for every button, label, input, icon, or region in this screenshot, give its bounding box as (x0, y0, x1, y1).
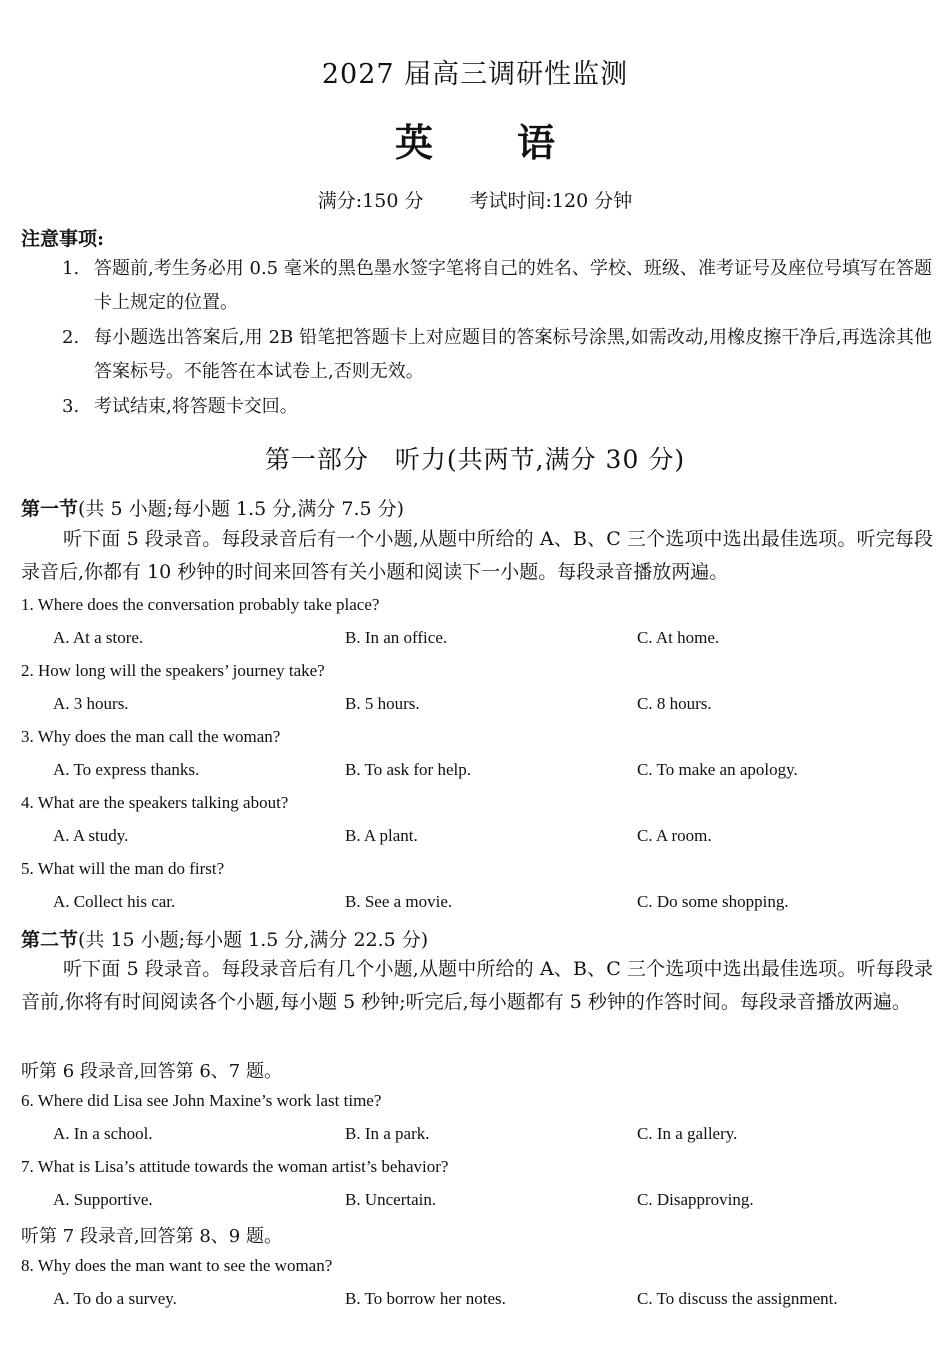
option-b: B. 5 hours. (345, 694, 420, 713)
option-b: B. Uncertain. (345, 1190, 437, 1209)
option-a: A. To do a survey. (53, 1289, 177, 1308)
option-a: A. A study. (53, 826, 129, 845)
section-one-title (21, 494, 404, 521)
option-b: B. In a park. (345, 1124, 430, 1143)
notice-item-2 (62, 321, 932, 389)
question-2: 2. How long will the speakers’ journey take? (21, 661, 325, 680)
notice-number: 2. (62, 327, 80, 348)
audio-hint-6: 听第 6 段录音,回答第 6、7 题。 (21, 1061, 282, 1082)
exam-title: 2027 届高三调研性监测 (321, 59, 629, 90)
option-b: B. See a movie. (345, 892, 453, 911)
notice-item-3 (62, 390, 932, 424)
notice-number: 1. (62, 258, 80, 279)
question-4: 4. What are the speakers talking about? (21, 793, 289, 812)
question-7: 7. What is Lisa’s attitude towards the woman artist’s behavior? (21, 1157, 449, 1176)
option-a: A. Collect his car. (53, 892, 176, 911)
option-a: A. To express thanks. (53, 760, 200, 779)
subject-char-2: 语 (517, 120, 556, 165)
section-label: 第一节 (21, 498, 79, 520)
exam-meta (0, 186, 950, 213)
section-info: (共 15 小题;每小题 1.5 分,满分 22.5 分) (78, 929, 429, 951)
section-one-instructions: 听下面 5 段录音。每段录音后有一个小题,从题中所给的 A、B、C 三个选项中选出最佳选项。听完每段录音后,你都有 10 秒钟的时间来回答有关小题和阅读下一小题。每段录音播放两遍。 (21, 528, 933, 583)
question-6: 6. Where did Lisa see John Maxine’s work last time? (21, 1091, 382, 1110)
section-info: (共 5 小题;每小题 1.5 分,满分 7.5 分) (78, 498, 405, 520)
notice-item-1 (62, 252, 932, 320)
notice-text: 考试结束,将答题卡交回。 (94, 396, 298, 417)
option-a: A. Supportive. (53, 1190, 153, 1209)
option-c: C. In a gallery. (637, 1124, 738, 1143)
option-c: C. To make an apology. (637, 760, 798, 779)
option-b: B. In an office. (345, 628, 448, 647)
part-one-title: 第一部分 听力(共两节,满分 30 分) (264, 445, 686, 474)
option-c: C. At home. (637, 628, 720, 647)
question-3: 3. Why does the man call the woman? (21, 727, 281, 746)
exam-time: 考试时间:120 分钟 (469, 190, 633, 212)
option-c: C. A room. (637, 826, 712, 845)
option-c: C. Do some shopping. (637, 892, 789, 911)
section-label: 第二节 (21, 929, 79, 951)
section-two-instructions: 听下面 5 段录音。每段录音后有几个小题,从题中所给的 A、B、C 三个选项中选出最佳选项。听每段录音前,你将有时间阅读各个小题,每小题 5 秒钟;听完后,每小题都有 5 秒钟的作答时间。每段录音播放两遍。 (21, 958, 933, 1013)
subject-title (0, 112, 950, 167)
question-8: 8. Why does the man want to see the woman? (21, 1256, 333, 1275)
question-5: 5. What will the man do first? (21, 859, 225, 878)
subject-char-1: 英 (394, 120, 433, 165)
option-c: C. 8 hours. (637, 694, 712, 713)
section-two-title (21, 925, 428, 952)
option-b: B. A plant. (345, 826, 418, 845)
option-a: A. 3 hours. (53, 694, 129, 713)
option-b: B. To borrow her notes. (345, 1289, 506, 1308)
total-score: 满分:150 分 (317, 190, 424, 212)
option-b: B. To ask for help. (345, 760, 471, 779)
option-a: A. At a store. (53, 628, 144, 647)
notice-text: 答题前,考生务必用 0.5 毫米的黑色墨水签字笔将自己的姓名、学校、班级、准考证号及座位号填写在答题卡上规定的位置。 (94, 258, 932, 313)
option-c: C. Disapproving. (637, 1190, 754, 1209)
option-a: A. In a school. (53, 1124, 153, 1143)
question-1: 1. Where does the conversation probably take place? (21, 595, 380, 614)
option-c: C. To discuss the assignment. (637, 1289, 838, 1308)
notice-number: 3. (62, 396, 80, 417)
audio-hint-7: 听第 7 段录音,回答第 8、9 题。 (21, 1226, 282, 1247)
notice-heading: 注意事项: (21, 228, 105, 250)
notice-text: 每小题选出答案后,用 2B 铅笔把答题卡上对应题目的答案标号涂黑,如需改动,用橡皮擦干净后,再选涂其他答案标号。不能答在本试卷上,否则无效。 (94, 327, 932, 382)
